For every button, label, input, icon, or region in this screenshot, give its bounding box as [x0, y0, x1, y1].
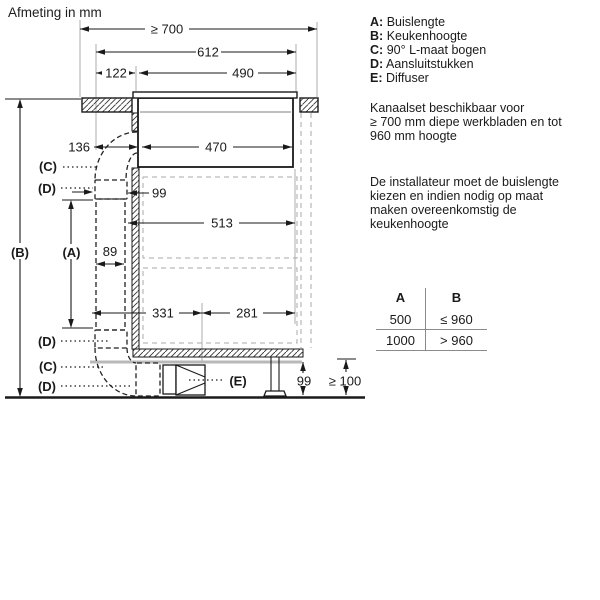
dim-89-label: 89 [102, 244, 118, 259]
part-label-d-mid: (D) [37, 334, 57, 349]
elbow-top-outer [95, 132, 137, 180]
legend-item-d [370, 57, 486, 71]
note-line: kiezen en indien nodig op maat [370, 189, 544, 203]
connector-horizontal [136, 363, 160, 396]
ab-table [376, 288, 487, 351]
legend-key: A: [370, 15, 384, 29]
dim-100-label: ≥ 100 [328, 373, 362, 389]
dim-470-label: 470 [205, 139, 227, 155]
dim-700-label: ≥ 700 [150, 21, 184, 37]
connector-top [95, 180, 127, 199]
dim-122-label: 122 [105, 65, 127, 81]
worktop-right [300, 98, 318, 112]
table-cell: 1000 [376, 330, 425, 351]
dim-99-top-label: 99 [152, 185, 167, 201]
dim-331-label: 331 [152, 305, 174, 321]
table-cell: > 960 [425, 330, 487, 351]
legend-item-e [370, 71, 486, 85]
table-cell: 500 [376, 309, 425, 330]
note-installer [370, 175, 559, 231]
legend-label: Aansluitstukken [386, 57, 474, 71]
part-label-d-bottom: (D) [37, 379, 57, 394]
dim-99-plinth-label: 99 [296, 373, 312, 389]
hob-flange [133, 92, 297, 98]
table-header-b: B [425, 288, 487, 309]
note-line: 960 mm hoogte [370, 129, 457, 143]
legend-key: D: [370, 57, 384, 71]
legend-label: Diffuser [385, 71, 429, 85]
dim-136-label: 136 [68, 139, 90, 155]
part-label-a: (A) [62, 245, 81, 260]
dim-612-label: 612 [197, 44, 219, 60]
hob-body [138, 98, 293, 167]
hob [133, 92, 297, 167]
part-label-c-bottom: (C) [38, 359, 58, 374]
legend-key: E: [370, 71, 383, 85]
note-duct-set [370, 101, 562, 143]
worktop-left [82, 98, 132, 112]
legend-item-c [370, 43, 486, 57]
part-label-c-top: (C) [38, 159, 58, 174]
note-line: De installateur moet de buislengte [370, 175, 560, 189]
legend-label: Keukenhoogte [386, 29, 468, 43]
note-line: ≥ 700 mm diepe werkbladen en tot [370, 115, 562, 129]
legend-key: B: [370, 29, 384, 43]
dim-490-label: 490 [232, 65, 254, 81]
part-label-b: (B) [10, 245, 30, 260]
legend-label: Buislengte [386, 15, 446, 29]
part-label-e: (E) [229, 373, 247, 389]
note-line: maken overeenkomstig de [370, 203, 517, 217]
legend [370, 15, 486, 85]
table-cell: ≤ 960 [425, 309, 487, 330]
dim-281-label: 281 [236, 305, 258, 321]
note-line: Kanaalset beschikbaar voor [370, 101, 525, 115]
table-header-a: A [395, 290, 406, 305]
dim-513-label: 513 [211, 215, 233, 231]
legend-key: C: [370, 43, 384, 57]
legend-label: 90° L-maat bogen [386, 43, 487, 57]
dimension-lines [17, 26, 356, 397]
legend-item-a [370, 15, 486, 29]
part-label-d-top: (D) [37, 181, 57, 196]
legend-item-b [370, 29, 486, 43]
note-line: keukenhoogte [370, 217, 449, 231]
cabinet-bottom-panel [133, 349, 303, 357]
elbow-bottom-outer [95, 348, 136, 396]
connector-bottom [95, 330, 127, 348]
page-title: Afmeting in mm [8, 5, 102, 20]
